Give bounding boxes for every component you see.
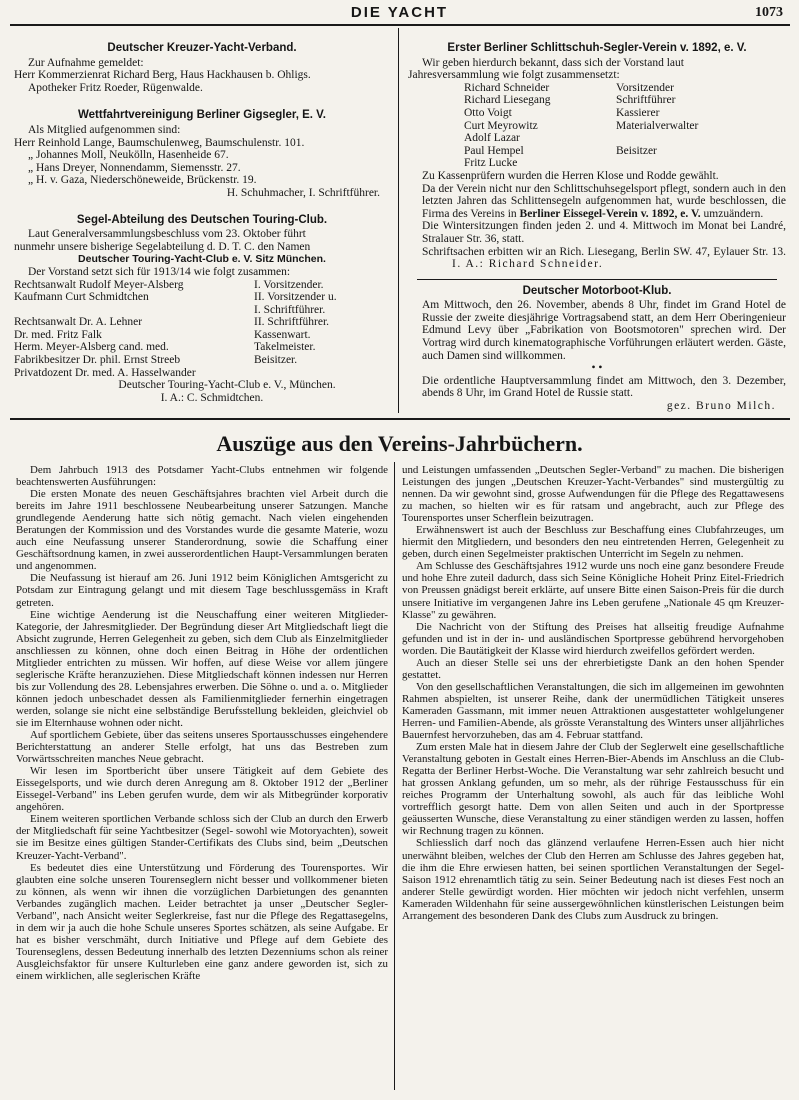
- schlittschuh-line: Wir geben hierdurch bekannt, dass sich der Vorstand laut: [422, 56, 684, 69]
- board-row: Otto Voigt Kassierer: [464, 106, 660, 119]
- column-divider-top: [398, 28, 399, 413]
- touring-line: nunmehr unsere bisherige Segelabteilung d. D. T. C. den Namen: [14, 240, 311, 253]
- board-row: Kaufmann Curt Schmidtchen II. Vorsitzender u.: [14, 291, 337, 304]
- kreuzer-line: Zur Aufnahme gemeldet:: [28, 56, 144, 69]
- gigsegler-signature: H. Schuhmacher, I. Schriftführer.: [226, 186, 380, 199]
- board-row: Fritz Lucke: [464, 157, 518, 170]
- article-paragraph: Schliesslich darf noch das glänzend verlaufene Herren-Essen auch hier nicht unerwähnt bleiben, welches der Club den Herren am Schlusse des Jahres gegeben hat, die ihm die Ehre erwiesen hatten, bei seinen sportlichen Veranstaltungen der Segel-Saison 1912 ehrenamtlich tätig zu sein. Seiner Bedeutung nach ist dieses Fest noch an anderer Stelle gewürdigt worden. Hier möchten wir jedoch nicht verfehlen, unserm Kameraden Wildenhahn für seine aussergewöhnlichen künstlerischen Leistungen beim Arrangement des besonderen Dank des Clubs zum Ausdruck zu bringen.: [402, 837, 784, 922]
- section-rule-wide: [10, 418, 790, 420]
- gigsegler-line: Herr Reinhold Lange, Baumschulenweg, Baumschulenstr. 101.: [14, 136, 305, 149]
- kreuzer-line: Apotheker Fritz Roeder, Rügenwalde.: [28, 81, 203, 94]
- touring-signature: Deutscher Touring-Yacht-Club e. V., München.: [118, 379, 336, 392]
- motorboot-title: Deutscher Motorboot-Klub.: [522, 284, 672, 297]
- schlittschuh-line: Jahresversammlung wie folgt zusammensetzt:: [408, 69, 620, 82]
- article-paragraph: Es bedeutet dies eine Unterstützung und Förderung des Tourensportes. Wir glaubten eine solche unseren Tourenseglern nicht besser und vollkommener bieten zu können, als wenn wir ihnen die vorzüglichen Darbietungen des genannten Verbandes zugänglich machen. Leider betrachtet ja unser „Deutscher Segler-Verband", nach Ansicht weiter Seglerkreise, fast nur die Pflege des Regattasegelns, in dem wir ja auch die hohe Schule unseres Sportes schätzen, als seine Aufgabe. Er hat es bisher verschmäht, durch Initiative und Pflege auf dem Gebiete des Tourenseglens, dessen Bedeutung innerhalb des letzten Dezenniums schon als reiner Ausgleichsfaktor für unsere Kulturleben eine ganz andere geworden ist, sich zu einem wirklichen, alle seglerischen Kräfte: [16, 861, 388, 982]
- schlittschuh-paragraph: Zu Kassenprüfern wurden die Herren Klose und Rodde gewählt.: [422, 169, 719, 182]
- article-paragraph: Eine wichtige Aenderung ist die Neuschaffung einer weiteren Mitglieder-Kategorie, der Jahresmitglieder. Der Begründung dieser Art Mitgliedschaft liegt die Absicht zugrunde, Herren Gelegenheit zu geben, sich dem Club als Einzelmitglieder anschliessen zu können, ohne doch einen Beitrag in Höhe der ordentlichen Mitglieder entrichten zu müssen. Wir hoffen, auf diese Weise vor allem jüngere seglerische Kräfte heranzuziehen. Diese Mitgliedschaft können indessen nur Herren bis zur Vollendung des 28. Lebensjahres erwerben. Die Söhne o. und a. o. Mitglieder können jedoch unbeschadet dessen als Familienmitglieder fernerhin eingetragen werden, solange sie nicht eine selbständige Berufsstellung bekleiden, gleichviel ob sie im Elternhause wohnen oder nicht.: [16, 608, 388, 729]
- board-row: Rechtsanwalt Dr. A. Lehner II. Schriftführer.: [14, 316, 330, 329]
- article-title: Auszüge aus den Vereins-Jahrbüchern.: [216, 431, 583, 456]
- article-paragraph: Am Schlusse des Geschäftsjahres 1912 wurde uns noch eine ganz besondere Freude und hohe Ehre zuteil dadurch, dass sich Seine Königliche Hoheit Prinz Eitel-Friedrich von Preussen gnädigst bereit erklärte, auf unsere Bitte einen Saison-Preis für die durch unsere Initiative im vergangenen Jahre ins Leben gerufene „Nationale 45 qm Kreuzer-Klasse" zu gewähren.: [402, 560, 784, 621]
- gigsegler-title: Wettfahrtvereinigung Berliner Gigsegler, E. V.: [78, 109, 326, 122]
- touring-title: Segel-Abteilung des Deutschen Touring-Club.: [76, 213, 328, 226]
- article-paragraph: Zum ersten Male hat in diesem Jahre der Club der Seglerwelt eine gesellschaftliche Veranstaltung geboten in Gestalt eines Herren-Bier-Abends im Anschluss an die Club-Regatta der Berliner Herbst-Woche. Die Veranstaltung war sehr zahlreich besucht und hat grossen Anklang gefunden, um so mehr, als der rührige Festausschuss für ein reiches Programm der Unterhaltung sowohl, als auch für das leibliche Wohl vortrefflich gesorgt hatte. Dem von allen Seiten und auch in der Sportpresse geäusserten Wunsche, diese Veranstaltung zu einer ständigen werden zu lassen, hoffen wir Rechnung tragen zu können.: [402, 741, 784, 838]
- motorboot-signature: gez. Bruno Milch.: [666, 400, 776, 413]
- article-paragraph: Die Nachricht von der Stiftung des Preises hat allseitig freudige Aufnahme gefunden und ist in der in- und ausländischen Sportpresse gebührend hervorgehoben worden. Die Bautätigkeit der Klasse wird hierdurch zweifellos gefördert werden.: [402, 620, 784, 657]
- board-row: Curt Meyrowitz Materialverwalter: [464, 119, 699, 132]
- board-row: Adolf Lazar: [464, 132, 520, 145]
- board-row: Herm. Meyer-Alsberg cand. med. Takelmeister.: [14, 341, 316, 354]
- touring-club-name: Deutscher Touring-Yacht-Club e. V. Sitz München.: [78, 253, 326, 266]
- article-paragraph: Einem weiteren sportlichen Verbande schloss sich der Club an durch den Erwerb der Mitgliedschaft für seine Yachtbesitzer (Segel- sowohl wie Motoryachten), soweit sie im Besitze eines gültigen Stander-Certifikats des Clubs sind, beim „Deutschen Kreuzer-Yacht-Verband".: [16, 813, 388, 862]
- touring-line: Laut Generalversammlungsbeschluss vom 23. Oktober führt: [28, 228, 306, 241]
- page-number: 1073: [755, 5, 783, 20]
- article-paragraph: Wir lesen im Sportbericht über unsere Tätigkeit auf dem Gebiete des Eissegelsports, und wie durch deren Anregung am 8. Oktober 1912 der „Berliner Eissegel-Verband" ins Leben gerufen wurde, dem wir als Mitbegründer korporativ angehören.: [16, 765, 388, 814]
- schlittschuh-paragraph: Schriftsachen erbitten wir an Rich. Liesegang, Berlin SW. 47, Eylauer Str. 13. I. A.: Richard Schneider.: [422, 245, 786, 271]
- notices-right-column: [408, 34, 786, 413]
- gigsegler-line: „ Hans Dreyer, Nonnendamm, Siemensstr. 27.: [28, 161, 241, 174]
- running-title: DIE YACHT: [350, 4, 449, 21]
- kreuzer-title: Deutscher Kreuzer-Yacht-Verband.: [107, 42, 297, 54]
- board-row: Fabrikbesitzer Dr. phil. Ernst Streeb Beisitzer.: [14, 354, 298, 367]
- article-left-column: [16, 464, 388, 982]
- article-right-column: [402, 464, 784, 922]
- article-paragraph: Auch an dieser Stelle sei uns der ehrerbietigste Dank an den hohen Spender gestattet.: [402, 656, 784, 681]
- gigsegler-line: Als Mitglied aufgenommen sind:: [28, 123, 181, 136]
- column-divider-bottom: [394, 462, 395, 1090]
- article-paragraph: Dem Jahrbuch 1913 des Potsdamer Yacht-Clubs entnehmen wir folgende beachtenswerten Ausführungen:: [16, 464, 388, 489]
- article-paragraph: Die Neufassung ist hierauf am 26. Juni 1912 beim Königlichen Amtsgericht zu Potsdam zur Eintragung gelangt und mit diesem Tage beschlussgemäss in Kraft getreten.: [16, 572, 388, 609]
- article-paragraph: und Leistungen umfassenden „Deutschen Segler-Verband" zu machen. Die bisherigen Leistungen des jungen „Deutschen Kreuzer-Yacht-Verbandes" sind mustergültig zu nennen. Da wir gewohnt sind, grosse Aufwendungen für die Pflege des Regattawesens zu machen, so hielten wir es für ratsam und angebracht, auch zur Pflege des Tourensportes unser Scherflein beizutragen.: [402, 464, 784, 525]
- article-paragraph: Erwähnenswert ist auch der Beschluss zur Beschaffung eines Clubfahrzeuges, um hiermit den Mitgliedern, und besonders den neu eintretenden Herren, Gelegenheit zu geben, durch einen Segelmeister praktischen Unterricht im Segeln zu nehmen.: [402, 524, 784, 561]
- board-row: Rechtsanwalt Rudolf Meyer-Alsberg I. Vorsitzender.: [14, 278, 324, 291]
- touring-signature: I. A.: C. Schmidtchen.: [160, 391, 264, 404]
- section-rule: [417, 279, 777, 280]
- board-row: Richard Liesegang Schriftführer: [464, 94, 676, 107]
- board-row: Richard Schneider Vorsitzender: [464, 81, 674, 94]
- board-row: Privatdozent Dr. med. A. Hasselwander: [14, 366, 196, 379]
- article-paragraph: Auf sportlichem Gebiete, über das seitens unseres Sportausschusses eingehendere Berichterstattung an anderer Stelle erfolgt, hat uns das Bestreben zum Vorwärtsschreiten manches Neue gebracht.: [16, 729, 388, 766]
- gigsegler-line: „ H. v. Gaza, Niederschöneweide, Brückenstr. 19.: [28, 174, 257, 187]
- schlittschuh-paragraph: Die Wintersitzungen finden jeden 2. und 4. Mittwoch im Monat bei Landré, Stralauer Str. 36, statt.: [422, 220, 786, 245]
- header-rule: [10, 24, 790, 26]
- article-paragraph: Von den gesellschaftlichen Veranstaltungen, die sich im allgemeinen im gewohnten Rahmen abspielten, ist unserer Reihe, dank der unermüdlichen Tätigkeit unseres Kameraden Gassmann, mit immer neuen Attraktionen ausgestatteter wohlgelungener Herren- und Familien-Abende, als grösste Veranstaltung des Winters unser alljährliches Bauernfest hervorzuheben, das am 4. Februar stattfand.: [402, 680, 784, 742]
- board-row: Paul Hempel Beisitzer: [464, 144, 657, 157]
- motorboot-paragraph: Am Mittwoch, den 26. November, abends 8 Uhr, findet im Grand Hotel de Russie der zweite diesjährige Vortragsabend statt, an dem Herr Oberingenieur Edmund Levy über „Fabrikation von Bootsmotoren" sprechen wird. Der Vortrag wird durch kinematographische Vorführungen erläutert werden. Gäste, auch Damen sind willkommen.: [422, 299, 786, 362]
- notices-left-column: [14, 34, 390, 404]
- board-row: Dr. med. Fritz Falk Kassenwart.: [14, 328, 311, 341]
- schlittschuh-paragraph: Da der Verein nicht nur den Schlittschuhsegelsport pflegt, sondern auch in den letzten Jahren das Schlittensegeln aufgenommen hat, wurde beschlossen, die Firma des Vereins in Berliner Eissegel-Verein v. 1892, e. V. umzuändern.: [422, 182, 786, 220]
- kreuzer-line: Herr Kommerzienrat Richard Berg, Haus Hackhausen b. Ohligs.: [14, 69, 311, 82]
- motorboot-paragraph: Die ordentliche Hauptversammlung findet am Mittwoch, den 3. Dezember, abends 8 Uhr, im Grand Hotel de Russie statt.: [422, 374, 786, 400]
- schlittschuh-title: Erster Berliner Schlittschuh-Segler-Verein v. 1892, e. V.: [447, 42, 747, 54]
- gigsegler-line: „ Johannes Moll, Neukölln, Hasenheide 67.: [28, 149, 229, 162]
- article-paragraph: Die ersten Monate des neuen Geschäftsjahres brachten viel Arbeit durch die bereits im Jahre 1911 beschlossene Neubearbeitung unserer Satzungen. Manche grundlegende Aenderung hatte sich nötig gemacht. Nach vielen eingehenden Beratungen der Kommission und des Vorstandes wurde die gesamte Materie, wozu auch eine Neufassung unserer Standerordnung, sowie die Schaffung einer Geschäftsordnung kamen, in zwei ausserordentlichen Haupt-Versammlungen beraten und angenommen.: [16, 488, 388, 573]
- touring-line: Der Vorstand setzt sich für 1913/14 wie folgt zusammen:: [28, 265, 291, 278]
- board-row: I. Schriftführer.: [254, 303, 326, 316]
- separator-stars: • •: [591, 362, 603, 375]
